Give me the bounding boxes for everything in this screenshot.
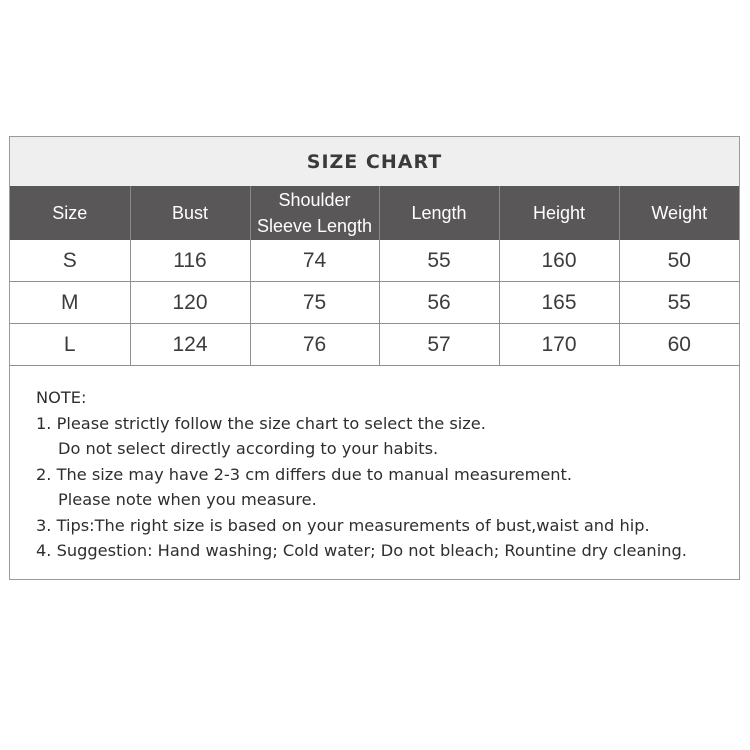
cell-size: M	[10, 282, 130, 324]
cell-bust: 120	[130, 282, 250, 324]
cell-weight: 55	[619, 282, 739, 324]
size-chart-frame	[9, 136, 740, 580]
size-chart-title: SIZE CHART	[10, 137, 739, 186]
header-length: Length	[379, 186, 499, 240]
table-header-row	[10, 186, 739, 240]
cell-length: 57	[379, 324, 499, 366]
header-bust: Bust	[130, 186, 250, 240]
note-line: Do not select directly according to your habits.	[58, 439, 439, 458]
cell-size: S	[10, 240, 130, 282]
size-table	[10, 186, 739, 366]
cell-size: L	[10, 324, 130, 366]
cell-height: 165	[499, 282, 619, 324]
header-height: Height	[499, 186, 619, 240]
cell-weight: 50	[619, 240, 739, 282]
cell-bust: 124	[130, 324, 250, 366]
header-shoulder-line2: Sleeve Length	[256, 216, 373, 236]
cell-bust: 116	[130, 240, 250, 282]
table-row	[10, 282, 739, 324]
cell-height: 170	[499, 324, 619, 366]
note-line: 2. The size may have 2-3 cm differs due to manual measurement.	[36, 464, 573, 484]
note-line: 1. Please strictly follow the size chart to select the size.	[36, 413, 486, 433]
cell-shoulder-sleeve: 76	[250, 324, 379, 366]
table-row	[10, 324, 739, 366]
note-line: 3. Tips:The right size is based on your measurements of bust,waist and hip.	[36, 515, 650, 535]
cell-shoulder-sleeve: 74	[250, 240, 379, 282]
cell-length: 56	[379, 282, 499, 324]
cell-length: 55	[379, 240, 499, 282]
table-row	[10, 240, 739, 282]
header-shoulder-line1: Shoulder	[278, 190, 351, 210]
cell-weight: 60	[619, 324, 739, 366]
notes-heading: NOTE:	[36, 388, 87, 407]
note-line: Please note when you measure.	[58, 490, 317, 509]
notes-section	[36, 385, 736, 564]
header-weight: Weight	[619, 186, 739, 240]
header-size: Size	[10, 186, 130, 240]
note-line: 4. Suggestion: Hand washing; Cold water; Do not bleach; Rountine dry cleaning.	[36, 541, 687, 560]
cell-height: 160	[499, 240, 619, 282]
cell-shoulder-sleeve: 75	[250, 282, 379, 324]
header-shoulder-sleeve	[250, 186, 379, 240]
